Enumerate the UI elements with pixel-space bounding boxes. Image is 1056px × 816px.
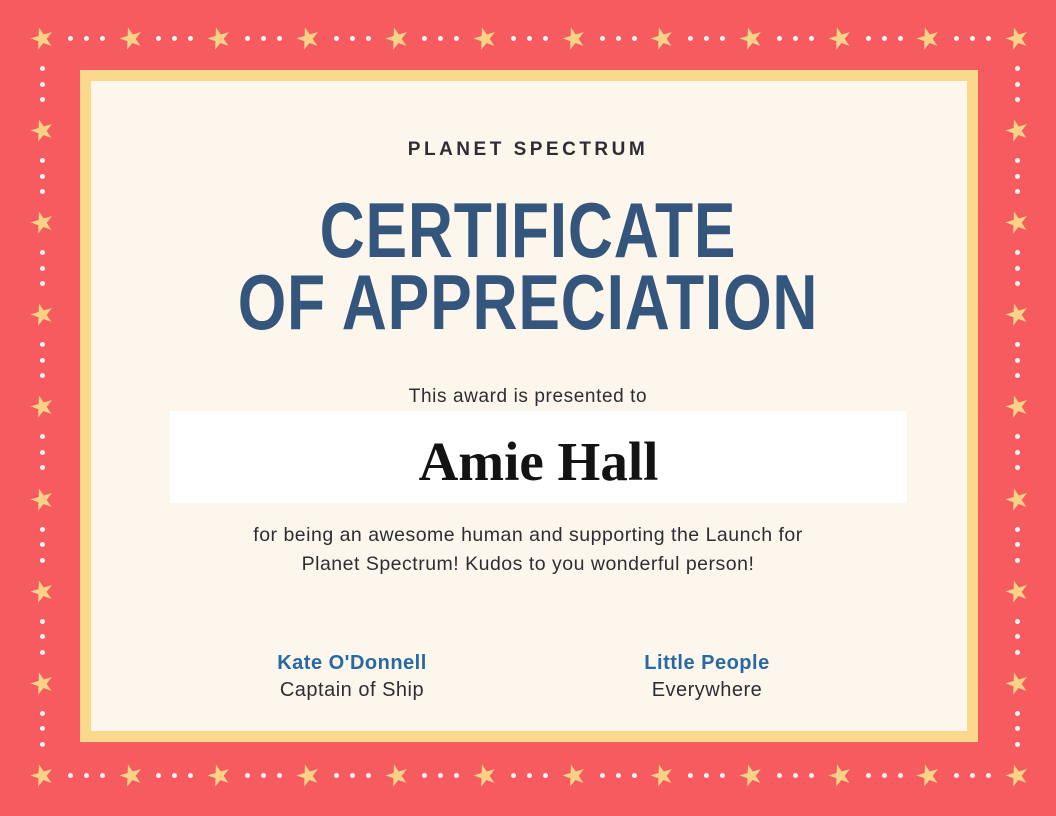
- star-icon: ★: [645, 18, 680, 58]
- star-icon: ★: [24, 662, 60, 703]
- star-icon: ★: [999, 110, 1035, 151]
- star-icon: ★: [999, 662, 1035, 703]
- star-icon: ★: [113, 18, 148, 58]
- star-icon: ★: [999, 386, 1035, 427]
- star-icon: ★: [645, 755, 680, 795]
- star-icon: ★: [911, 18, 946, 58]
- star-icon: ★: [202, 755, 237, 795]
- star-icon: ★: [999, 478, 1035, 519]
- title-line-1: CERTIFICATE: [319, 186, 737, 274]
- presented-to-label: This award is presented to: [408, 386, 648, 407]
- signature-block-left: [192, 651, 512, 702]
- star-icon: ★: [999, 755, 1035, 795]
- star-icon: ★: [911, 755, 946, 795]
- star-icon: ★: [24, 570, 60, 611]
- award-description-line-2: Planet Spectrum! Kudos to you wonderful person!: [301, 552, 755, 575]
- star-icon: ★: [556, 18, 592, 58]
- star-icon: ★: [999, 294, 1035, 335]
- star-icon: ★: [379, 18, 414, 58]
- certificate-title: [106, 186, 951, 346]
- star-icon: ★: [822, 755, 857, 795]
- star-icon: ★: [290, 18, 326, 58]
- signer-name-right: Little People: [644, 652, 770, 674]
- star-icon: ★: [24, 18, 60, 58]
- star-icon: ★: [822, 18, 857, 58]
- award-description-line-1: for being an awesome human and supporting the Launch for: [253, 524, 803, 546]
- award-description: [0, 521, 1056, 578]
- signer-role-left: Captain of Ship: [279, 679, 425, 701]
- star-icon: ★: [733, 18, 769, 58]
- star-icon: ★: [999, 570, 1035, 611]
- star-icon: ★: [379, 755, 414, 795]
- recipient-name-box: [170, 411, 907, 503]
- star-icon: ★: [24, 386, 60, 427]
- star-icon: ★: [999, 18, 1035, 58]
- star-icon: ★: [24, 755, 60, 795]
- star-icon: ★: [556, 755, 592, 795]
- star-icon: ★: [733, 755, 769, 795]
- title-line-2: OF APPRECIATION: [237, 258, 819, 346]
- star-icon: ★: [468, 18, 503, 58]
- star-icon: ★: [24, 110, 60, 151]
- signer-name-left: Kate O'Donnell: [277, 652, 427, 674]
- signer-role-right: Everywhere: [651, 679, 763, 701]
- star-icon: ★: [113, 755, 148, 795]
- star-icon: ★: [468, 755, 503, 795]
- star-icon: ★: [24, 478, 60, 519]
- recipient-name: Amie Hall: [418, 430, 659, 492]
- star-icon: ★: [202, 18, 237, 58]
- star-icon: ★: [999, 202, 1035, 243]
- issuer-name: PLANET SPECTRUM: [407, 139, 649, 160]
- star-icon: ★: [24, 202, 60, 243]
- signature-block-right: [547, 651, 867, 702]
- star-icon: ★: [290, 755, 326, 795]
- star-icon: ★: [24, 294, 60, 335]
